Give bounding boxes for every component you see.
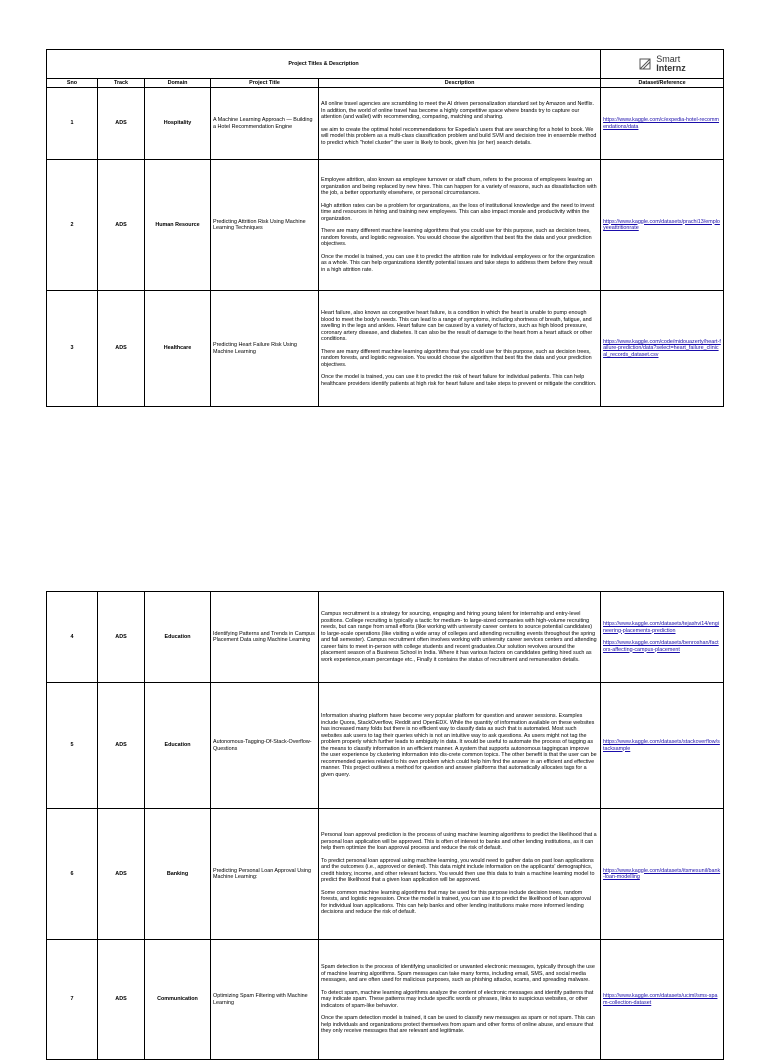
cell-sno: 7 — [47, 940, 98, 1060]
cell-project-title: Identifying Patterns and Trends in Campus Placement Data using Machine Learning — [211, 592, 319, 683]
table-row — [47, 592, 724, 683]
dataset-link[interactable]: https://www.kaggle.com/datasets/uciml/sms-spam-collection-dataset — [603, 993, 718, 1006]
description-paragraph: To detect spam, machine learning algorithms analyze the content of electronic messages and identify patterns that may indicate spam. These patterns may include specific words or phrases, links to suspicious websites, or other indicators of spam-like behavior. — [321, 989, 594, 1009]
description-paragraph: Once the spam detection model is trained, it can be used to classify new messages as spam or not spam. This can help individuals and organizations protect themselves from spam and other forms of online abuse, and ensure that they only receive messages that are relevant and legitimate. — [321, 1015, 595, 1035]
brand-line1: Smart — [656, 53, 681, 64]
header-track: Track — [98, 79, 145, 88]
table-row — [47, 683, 724, 809]
dataset-link[interactable]: https://www.kaggle.com/datasets/prachi13/employeeattritionrate — [603, 218, 720, 231]
cell-dataset — [601, 592, 724, 683]
cell-track: ADS — [98, 683, 145, 809]
project-table-bottom — [46, 591, 724, 1060]
smartinternz-logo-icon — [638, 57, 652, 71]
description-paragraph: Once the model is trained, you can use it to predict the risk of heart failure for individual patients. This can help healthcare providers identify patients at high risk for heart failure and take steps to prevent or mitigate the condition. — [321, 374, 597, 387]
table-row — [47, 940, 724, 1060]
cell-track: ADS — [98, 88, 145, 160]
cell-domain: Hospitality — [145, 88, 211, 160]
cell-description — [319, 88, 601, 160]
cell-description — [319, 291, 601, 407]
cell-project-title: Predicting Attrition Risk Using Machine Learning Techniques — [211, 160, 319, 291]
dataset-link[interactable]: https://www.kaggle.com/code/midouazerty/heart-failure-prediction/data?select=heart_failure_clinical_records_dataset.csv — [603, 338, 721, 358]
cell-domain: Banking — [145, 809, 211, 940]
dataset-link[interactable]: https://www.kaggle.com/datasets/tejashvi14/engineering-placements-prediction — [603, 621, 719, 634]
description-paragraph: There are many different machine learning algorithms that you could use for this purpose, such as decision trees, random forests, and logistic regression. You would choose the algorithm that best fits the data and your prediction objectives. — [321, 348, 592, 368]
cell-domain: Healthcare — [145, 291, 211, 407]
cell-project-title: Predicting Heart Failure Risk Using Machine Learning — [211, 291, 319, 407]
description-paragraph: All online travel agencies are scrambling to meet the AI driven personalization standard set by Amazon and Netflix. In addition, the world of online travel has become a highly competitive space where brands try to capture our attention (and wallet) with recommending, comparing, matching and sharing. — [321, 101, 594, 120]
cell-description — [319, 940, 601, 1060]
dataset-link[interactable]: https://www.kaggle.com/c/expedia-hotel-recommendations/data — [603, 117, 720, 130]
title-row — [47, 50, 724, 79]
cell-dataset — [601, 291, 724, 407]
description-paragraph: To predict personal loan approval using machine learning, you would need to gather data on past loan applications and the outcomes (i.e., approved or denied). This data might include information on the applicants' demographics, credit history, income, and other relevant factors. You would then use this data to train a machine learning model to predict the likelihood that a given loan application will be approved. — [321, 857, 595, 884]
project-table-top — [46, 49, 724, 407]
cell-dataset — [601, 809, 724, 940]
cell-sno: 3 — [47, 291, 98, 407]
cell-track: ADS — [98, 940, 145, 1060]
cell-description — [319, 809, 601, 940]
description-paragraph: Heart failure, also known as congestive heart failure, is a condition in which the heart is unable to pump enough blood to meet the body's needs. This can lead to a range of symptoms, including shortness of breath, fatigue, and swelling in the legs and ankles. Heart failure can be caused by a variety of factors, such as high blood pressure, coronary artery disease, and diabetes. It can also be the result of damage to the heart from a heart attack or other conditions. — [321, 310, 593, 342]
cell-project-title: A Machine Learning Approach — Building a Hotel Recommendation Engine — [211, 88, 319, 160]
cell-dataset — [601, 160, 724, 291]
description-paragraph: Once the model is trained, you can use it to predict the attrition rate for individual employees or for the organization as a whole. This can help organizations identify potential issues and take steps to address them before they result in a high attrition rate. — [321, 253, 595, 273]
brand-line2: Internz — [656, 62, 686, 73]
cell-sno: 1 — [47, 88, 98, 160]
cell-description — [319, 592, 601, 683]
cell-domain: Human Resource — [145, 160, 211, 291]
cell-project-title: Optimizing Spam Filtering with Machine Learning — [211, 940, 319, 1060]
cell-sno: 6 — [47, 809, 98, 940]
description-paragraph: Some common machine learning algorithms that may be used for this purpose include decision trees, random forests, and logistic regression. Once the model is trained, you can use it to predict the likelihood of loan approval for individual loan applications. This can help banks and other lending institutions make more informed lending decisions and reduce the risk of default. — [321, 889, 591, 916]
cell-sno: 2 — [47, 160, 98, 291]
cell-project-title: Autonomous-Tagging-Of-Stack-Overflow-Questions — [211, 683, 319, 809]
description-paragraph: Personal loan approval prediction is the process of using machine learning algorithms to predict the likelihood that a personal loan application will be approved. This is often of interest to banks and other lending institutions, as it can help them optimize the loan approval process and reduce the risk of default. — [321, 832, 597, 852]
cell-track: ADS — [98, 592, 145, 683]
cell-project-title: Predicting Personal Loan Approval Using Machine Learning: — [211, 809, 319, 940]
header-description: Description — [319, 79, 601, 88]
cell-dataset — [601, 88, 724, 160]
description-paragraph: High attrition rates can be a problem for organizations, as the loss of institutional knowledge and the need to invest time and resources in hiring and training new employees. This can also impact morale and productivity within the organization. — [321, 202, 595, 222]
table-row — [47, 291, 724, 407]
cell-sno: 5 — [47, 683, 98, 809]
cell-domain: Education — [145, 683, 211, 809]
header-project: Project Title — [211, 79, 319, 88]
dataset-link[interactable]: https://www.kaggle.com/datasets/itsmesunil/bank-loan-modelling — [603, 867, 721, 880]
header-domain: Domain — [145, 79, 211, 88]
description-paragraph: Information sharing platform have become very popular platform for question and answer sessions. Examples include Quora, StackOverflow, Reddit and OpenEDX. While the quantity of information available on these websites has increased many folds but there is no efficient way to classify data as such that is automated. Most such websites ask users to tag their queries which is not an intuitive way to ask questions. As users might not tag the problem properly which further leads to ambiguity in data. It would be useful to automate the process of tagging as the means to classify information in an efficient manner. A system that supports autonomous taggingcan improve the user experience by clustering information into dis-crete common topics. The other benefit is that the user can be recommended queries related to his own problem which could help him find the answer in an efficient and effective manner. This project outlines a method for question and answer platforms that automatically allocates tags for a given query. — [321, 713, 597, 778]
cell-track: ADS — [98, 291, 145, 407]
description-paragraph: Employee attrition, also known as employee turnover or staff churn, refers to the process of employees leaving an organization and being replaced by new hires. This can happen for a variety of reasons, such as dissatisfaction with the job, a better opportunity elsewhere, or personal circumstances. — [321, 177, 597, 196]
cell-dataset — [601, 683, 724, 809]
table-row — [47, 88, 724, 160]
dataset-link[interactable]: https://www.kaggle.com/datasets/stackoverflow/stacksample — [603, 739, 720, 752]
cell-sno: 4 — [47, 592, 98, 683]
header-dataset: Dataset/Reference — [601, 79, 724, 88]
dataset-link[interactable]: https://www.kaggle.com/datasets/benroshan/factors-affecting-campus-placement — [603, 640, 719, 653]
cell-domain: Communication — [145, 940, 211, 1060]
cell-description — [319, 683, 601, 809]
description-paragraph: Campus recruitment is a strategy for sourcing, engaging and hiring young talent for internship and entry-level positions. College recruiting is typically a tactic for medium- to large-sized companies with high-volume recruiting needs, but can range from small efforts (like working with university career centers to source potential candidates) to large-scale operations (like visiting a wide array of colleges and attending recruiting events throughout the spring and fall semester). Campus recruitment often involves working with university career services centers and attending career fairs to meet in-person with college students and recent graduates.Our solution revolves around the placement season of a Business School in India. Where it has various factors on candidates getting hired such as work experience,exam percentage etc., Finally it contains the status of recruitment and remuneration details. — [321, 611, 597, 663]
cell-description — [319, 160, 601, 291]
description-paragraph: we aim to create the optimal hotel recommendations for Expedia's users that are searching for a hotel to book. We will model this problem as a multi-class classification problem and build SVM and decision tree in ensemble method to predict which "hotel cluster" the user is likely to book, given his (or her) search details. — [321, 126, 597, 146]
description-paragraph: There are many different machine learning algorithms that you could use for this purpose, such as decision trees, random forests, and logistic regression. You would choose the algorithm that best fits the data and your prediction objectives. — [321, 228, 592, 247]
cell-dataset — [601, 940, 724, 1060]
header-row — [47, 79, 724, 88]
description-paragraph: Spam detection is the process of identifying unsolicited or unwanted electronic messages, typically through the use of machine learning algorithms. Spam messages can take many forms, including email, SMS, and social media messages, and are often used for malicious purposes, such as phishing attacks, scams, and spreading malware. — [321, 964, 595, 984]
sheet-title: Project Titles & Description — [47, 50, 601, 79]
table-row — [47, 809, 724, 940]
table-row — [47, 160, 724, 291]
brand-logo — [601, 50, 724, 79]
cell-track: ADS — [98, 160, 145, 291]
header-sno: Sno — [47, 79, 98, 88]
cell-domain: Education — [145, 592, 211, 683]
cell-track: ADS — [98, 809, 145, 940]
